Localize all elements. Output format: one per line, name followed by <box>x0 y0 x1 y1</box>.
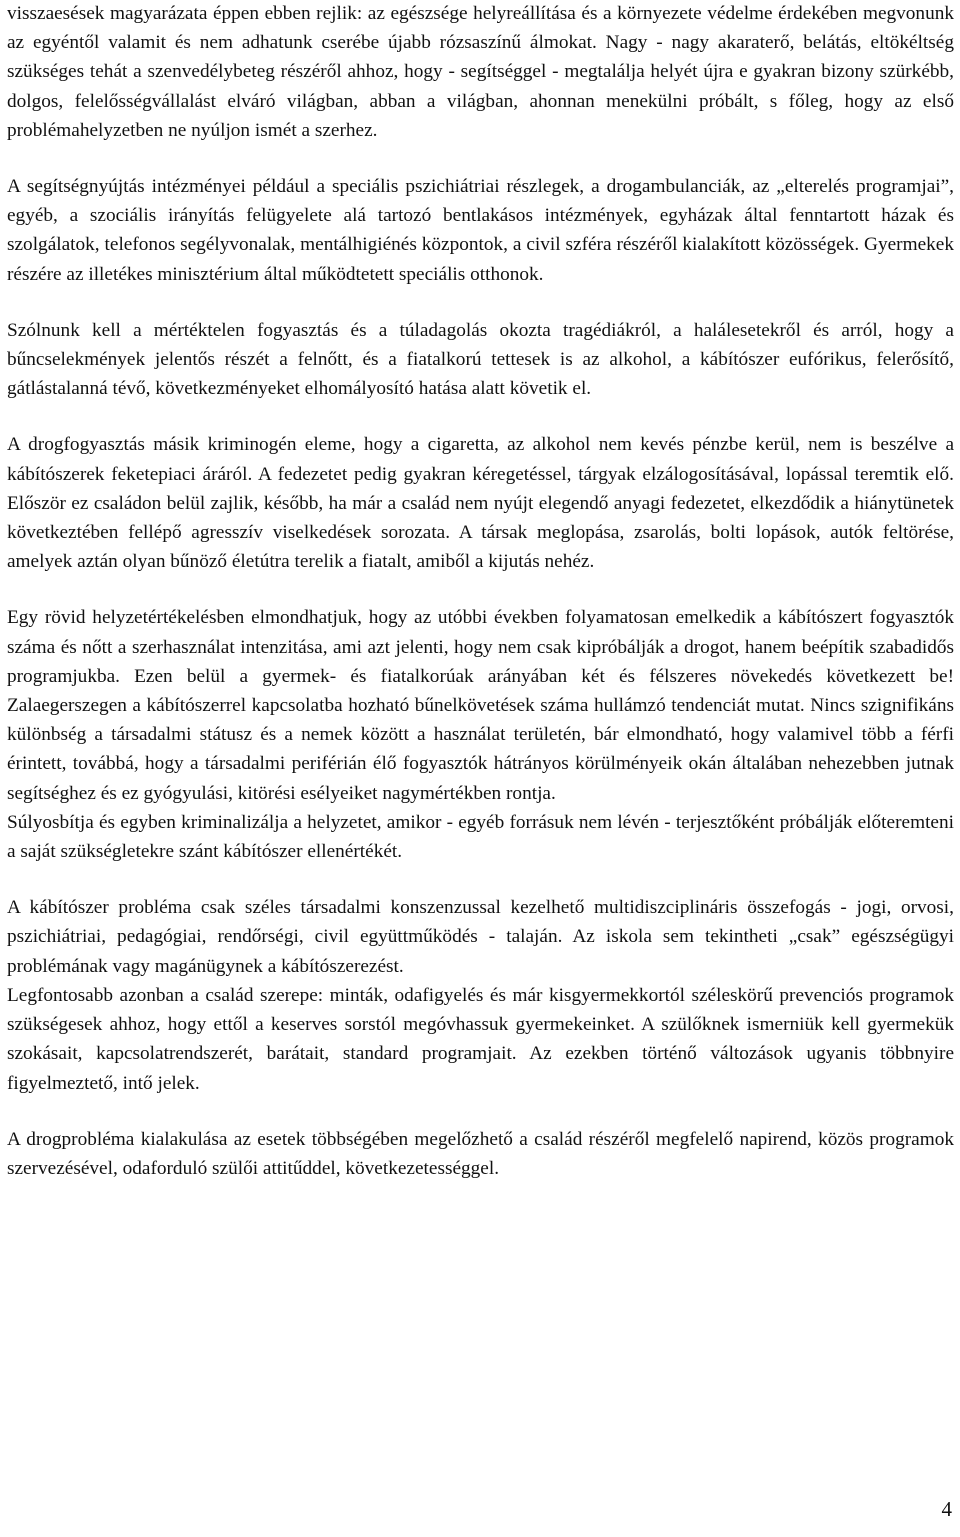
paragraph-relapse-explanation: visszaesések magyarázata éppen ebben rejlik: az egészsége helyreállítása és a környezete védelme érdekében megvonunk az egyéntől valamit és nem adhatunk cserébe újabb rózsaszínű álmokat. Nagy - nagy akaraterő, belátás, eltökéltség szükséges tehát a szenvedélybeteg részéről ahhoz, hogy - segítséggel - megtalálja helyét újra e gyakran bizony szürkébb, dolgos, felelősségvállalást elváró világban, abban a világban, ahonnan menekülni próbált, s főleg, hogy az első problémahelyzetben ne nyúljon ismét a szerhez. <box>7 3 954 141</box>
page-number: 4 <box>941 1497 952 1521</box>
paragraph-overdose-crime: Szólnunk kell a mértéktelen fogyasztás és a túladagolás okozta tragédiákról, a halálesetekről és arról, hogy a bűncselekmények jelentős részét a felnőtt, és a fiatalkorú tettesek is az alkohol, a kábítószer eufórikus, felerősítő, gátlástalanná tévő, következményeket elhomályosító hatása alatt követik el. <box>7 319 954 400</box>
paragraph-family-role: Legfontosabb azonban a család szerepe: minták, odafigyelés és már kisgyermekkortól széleskörű prevenciós programok szükségesek ahhoz, hogy ettől a keserves sorstól megóvhassuk gyermekeinket. A szülőknek ismerniük kell gyermekük szokásait, kapcsolatrendszerét, barátait, standard programjait. Az ezekben történő változások ugyanis többnyire figyelmeztető, intő jelek. <box>7 984 954 1094</box>
paragraph-multidisciplinary-cooperation: A kábítószer probléma csak széles társadalmi konszenzussal kezelhető multidiszciplináris összefogás - jogi, orvosi, pszichiátriai, pedagógiai, rendőrségi, civil együttműködés - talaján. Az iskola sem tekintheti „csak” egészségügyi problémának vagy magánügynek a kábítószerezést. <box>7 897 954 977</box>
paragraph-dealing-aggravation: Súlyosbítja és egyben kriminalizálja a helyzetet, amikor - egyéb forrásuk nem lévén - terjesztőként próbálják előteremteni a saját szükségletekre szánt kábítószer ellenértékét. <box>7 811 954 863</box>
paragraph-criminogenic-factors: A drogfogyasztás másik kriminogén eleme, hogy a cigaretta, az alkohol nem kevés pénzbe kerül, nem is beszélve a kábítószerek feketepiaci áráról. A fedezetet pedig gyakran kéregetéssel, tárgyak elzálogosításával, lopással teremtik elő. Először ez családon belül zajlik, később, ha már a család nem nyújt elegendő anyagi fedezetet, elkezdődik a hiánytünetek következtében fellépő agresszív viselkedések sorozata. A társak meglopása, zsarolás, bolti lopások, autók feltörése, amelyek aztán olyan bűnöző életútra terelik a fiatalt, amiből a kijutás nehéz. <box>7 434 954 573</box>
paragraph-support-institutions: A segítségnyújtás intézményei például a speciális pszichiátriai részlegek, a drogambulanciák, az „elterelés programjai”, egyéb, a szociális irányítás felügyelete alá tartozó bentlakásos intézmények, egyházak által fenntartott házak és szolgálatok, telefonos segélyvonalak, mentálhigiénés központok, a civil szféra részéről kialakított közösségek. Gyermekek részére az illetékes minisztérium által működtetett speciális otthonok. <box>7 176 954 285</box>
paragraph-situation-assessment: Egy rövid helyzetértékelésben elmondhatjuk, hogy az utóbbi években folyamatosan emelkedik a kábítószert fogyasztók száma és nőtt a szerhasználat intenzitása, ami azt jelenti, hogy nem csak kipróbálják a drogot, hanem beépítik szabadidős programjukba. Ezen belül a gyermek- és fiatalkorúak arányában két és félszeres növekedés következett be! Zalaegerszegen a kábítószerrel kapcsolatba hozható bűnelkövetések száma hullámzó tendenciát mutat. Nincs szignifikáns különbség a társadalmi státusz és a nemek között a használat területén, bár elmondható, hogy valamivel több a férfi érintett, továbbá, hogy a társadalmi periférián élő fogyasztók hátrányos körülményeik okán általában nehezebben jutnak segítséghez és ez gyógyulási, kitörési esélyeiket nagymértékben rontja. <box>7 607 954 804</box>
paragraph-prevention-family: A drogprobléma kialakulása az esetek többségében megelőzhető a család részéről megfelelő napirend, közös programok szervezésével, odaforduló szülői attitűddel, következetességgel. <box>7 1128 954 1179</box>
document-page <box>7 0 954 1183</box>
